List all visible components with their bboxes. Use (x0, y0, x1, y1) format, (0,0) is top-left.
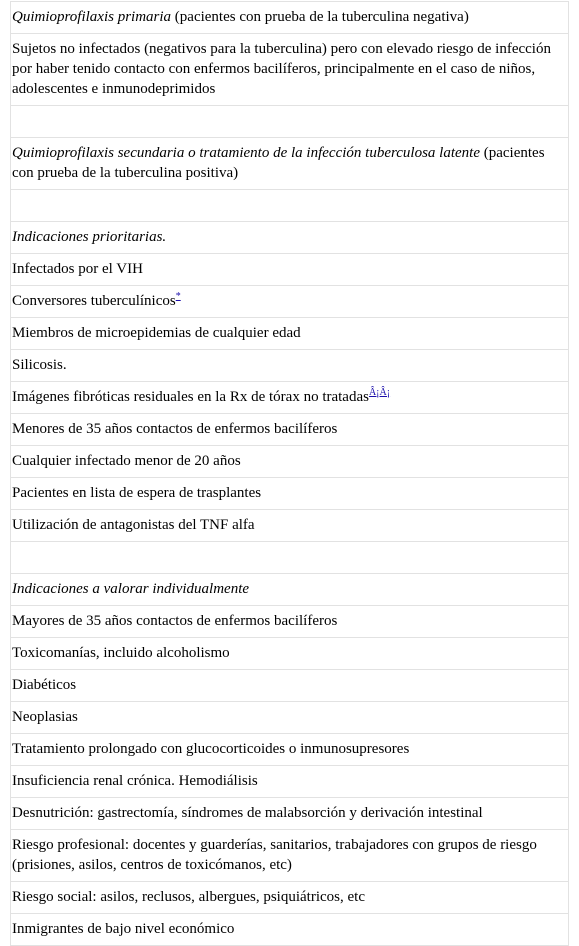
table-row (11, 766, 569, 798)
footnote-link[interactable]: Â¡Â¡ (368, 387, 391, 398)
individual-indications-heading: Indicaciones a valorar individualmente (11, 574, 569, 606)
table-row (11, 606, 569, 638)
table-cell: Neoplasias (11, 702, 569, 734)
footnote-marker (369, 387, 390, 398)
section-title: Quimioprofilaxis primaria (12, 9, 172, 25)
table-row (11, 222, 569, 254)
table-cell: Miembros de microepidemias de cualquier edad (11, 318, 569, 350)
empty-cell (11, 106, 569, 138)
empty-row (11, 106, 569, 138)
table-cell: Insuficiencia renal crónica. Hemodiálisis (11, 766, 569, 798)
table-row (11, 414, 569, 446)
table-cell: Silicosis. (11, 350, 569, 382)
table-row (11, 34, 569, 106)
empty-row (11, 542, 569, 574)
table-cell: Mayores de 35 años contactos de enfermos bacilíferos (11, 606, 569, 638)
secondary-prophylaxis-cell (11, 138, 569, 190)
table-row (11, 574, 569, 606)
table-row (11, 798, 569, 830)
table-cell: Inmigrantes de bajo nivel económico (11, 914, 569, 946)
table-row (11, 446, 569, 478)
footnote-link[interactable]: * (175, 291, 181, 302)
empty-row (11, 190, 569, 222)
table-cell: Sujetos no infectados (negativos para la tuberculina) pero con elevado riesgo de infección por haber tenido contacto con enfermos bacilíferos, principalmente en el caso de niños, adolescentes e inmunodeprimidos (11, 34, 569, 106)
table-row (11, 670, 569, 702)
table-row (11, 478, 569, 510)
table-row (11, 382, 569, 414)
section-subtitle: (pacientes con prueba de la tuberculina positiva) (12, 145, 545, 181)
table-row (11, 318, 569, 350)
table-row (11, 2, 569, 34)
table-row (11, 914, 569, 946)
priority-indications-heading: Indicaciones prioritarias. (11, 222, 569, 254)
table-cell: Desnutrición: gastrectomía, síndromes de malabsorción y derivación intestinal (11, 798, 569, 830)
table-row (11, 830, 569, 882)
cell-text: Imágenes fibróticas residuales en la Rx de tórax no tratadas (12, 389, 369, 405)
section-title: Quimioprofilaxis secundaria o tratamiento de la infección tuberculosa latente (12, 145, 480, 161)
table-cell: Cualquier infectado menor de 20 años (11, 446, 569, 478)
table-cell: Pacientes en lista de espera de trasplantes (11, 478, 569, 510)
table-cell: Diabéticos (11, 670, 569, 702)
table-row (11, 510, 569, 542)
table-cell: Menores de 35 años contactos de enfermos bacilíferos (11, 414, 569, 446)
table-row (11, 254, 569, 286)
table-cell (11, 382, 569, 414)
cell-text: Conversores tuberculínicos (12, 293, 176, 309)
primary-prophylaxis-cell (11, 2, 569, 34)
indications-table (10, 1, 569, 946)
table-cell: Utilización de antagonistas del TNF alfa (11, 510, 569, 542)
table-cell: Toxicomanías, incluido alcoholismo (11, 638, 569, 670)
table-cell: Riesgo profesional: docentes y guarderías, sanitarios, trabajadores con grupos de riesgo (prisiones, asilos, centros de toxicómanos, etc) (11, 830, 569, 882)
table-row (11, 350, 569, 382)
footnote-marker (176, 291, 181, 302)
table-cell: Infectados por el VIH (11, 254, 569, 286)
empty-cell (11, 190, 569, 222)
table-cell: Tratamiento prolongado con glucocorticoides o inmunosupresores (11, 734, 569, 766)
table-row (11, 702, 569, 734)
table-row (11, 286, 569, 318)
table-row (11, 138, 569, 190)
table-cell (11, 286, 569, 318)
section-subtitle: (pacientes con prueba de la tuberculina negativa) (171, 9, 469, 25)
empty-cell (11, 542, 569, 574)
table-row (11, 638, 569, 670)
table-row (11, 882, 569, 914)
table-cell: Riesgo social: asilos, reclusos, albergues, psiquiátricos, etc (11, 882, 569, 914)
table-row (11, 734, 569, 766)
